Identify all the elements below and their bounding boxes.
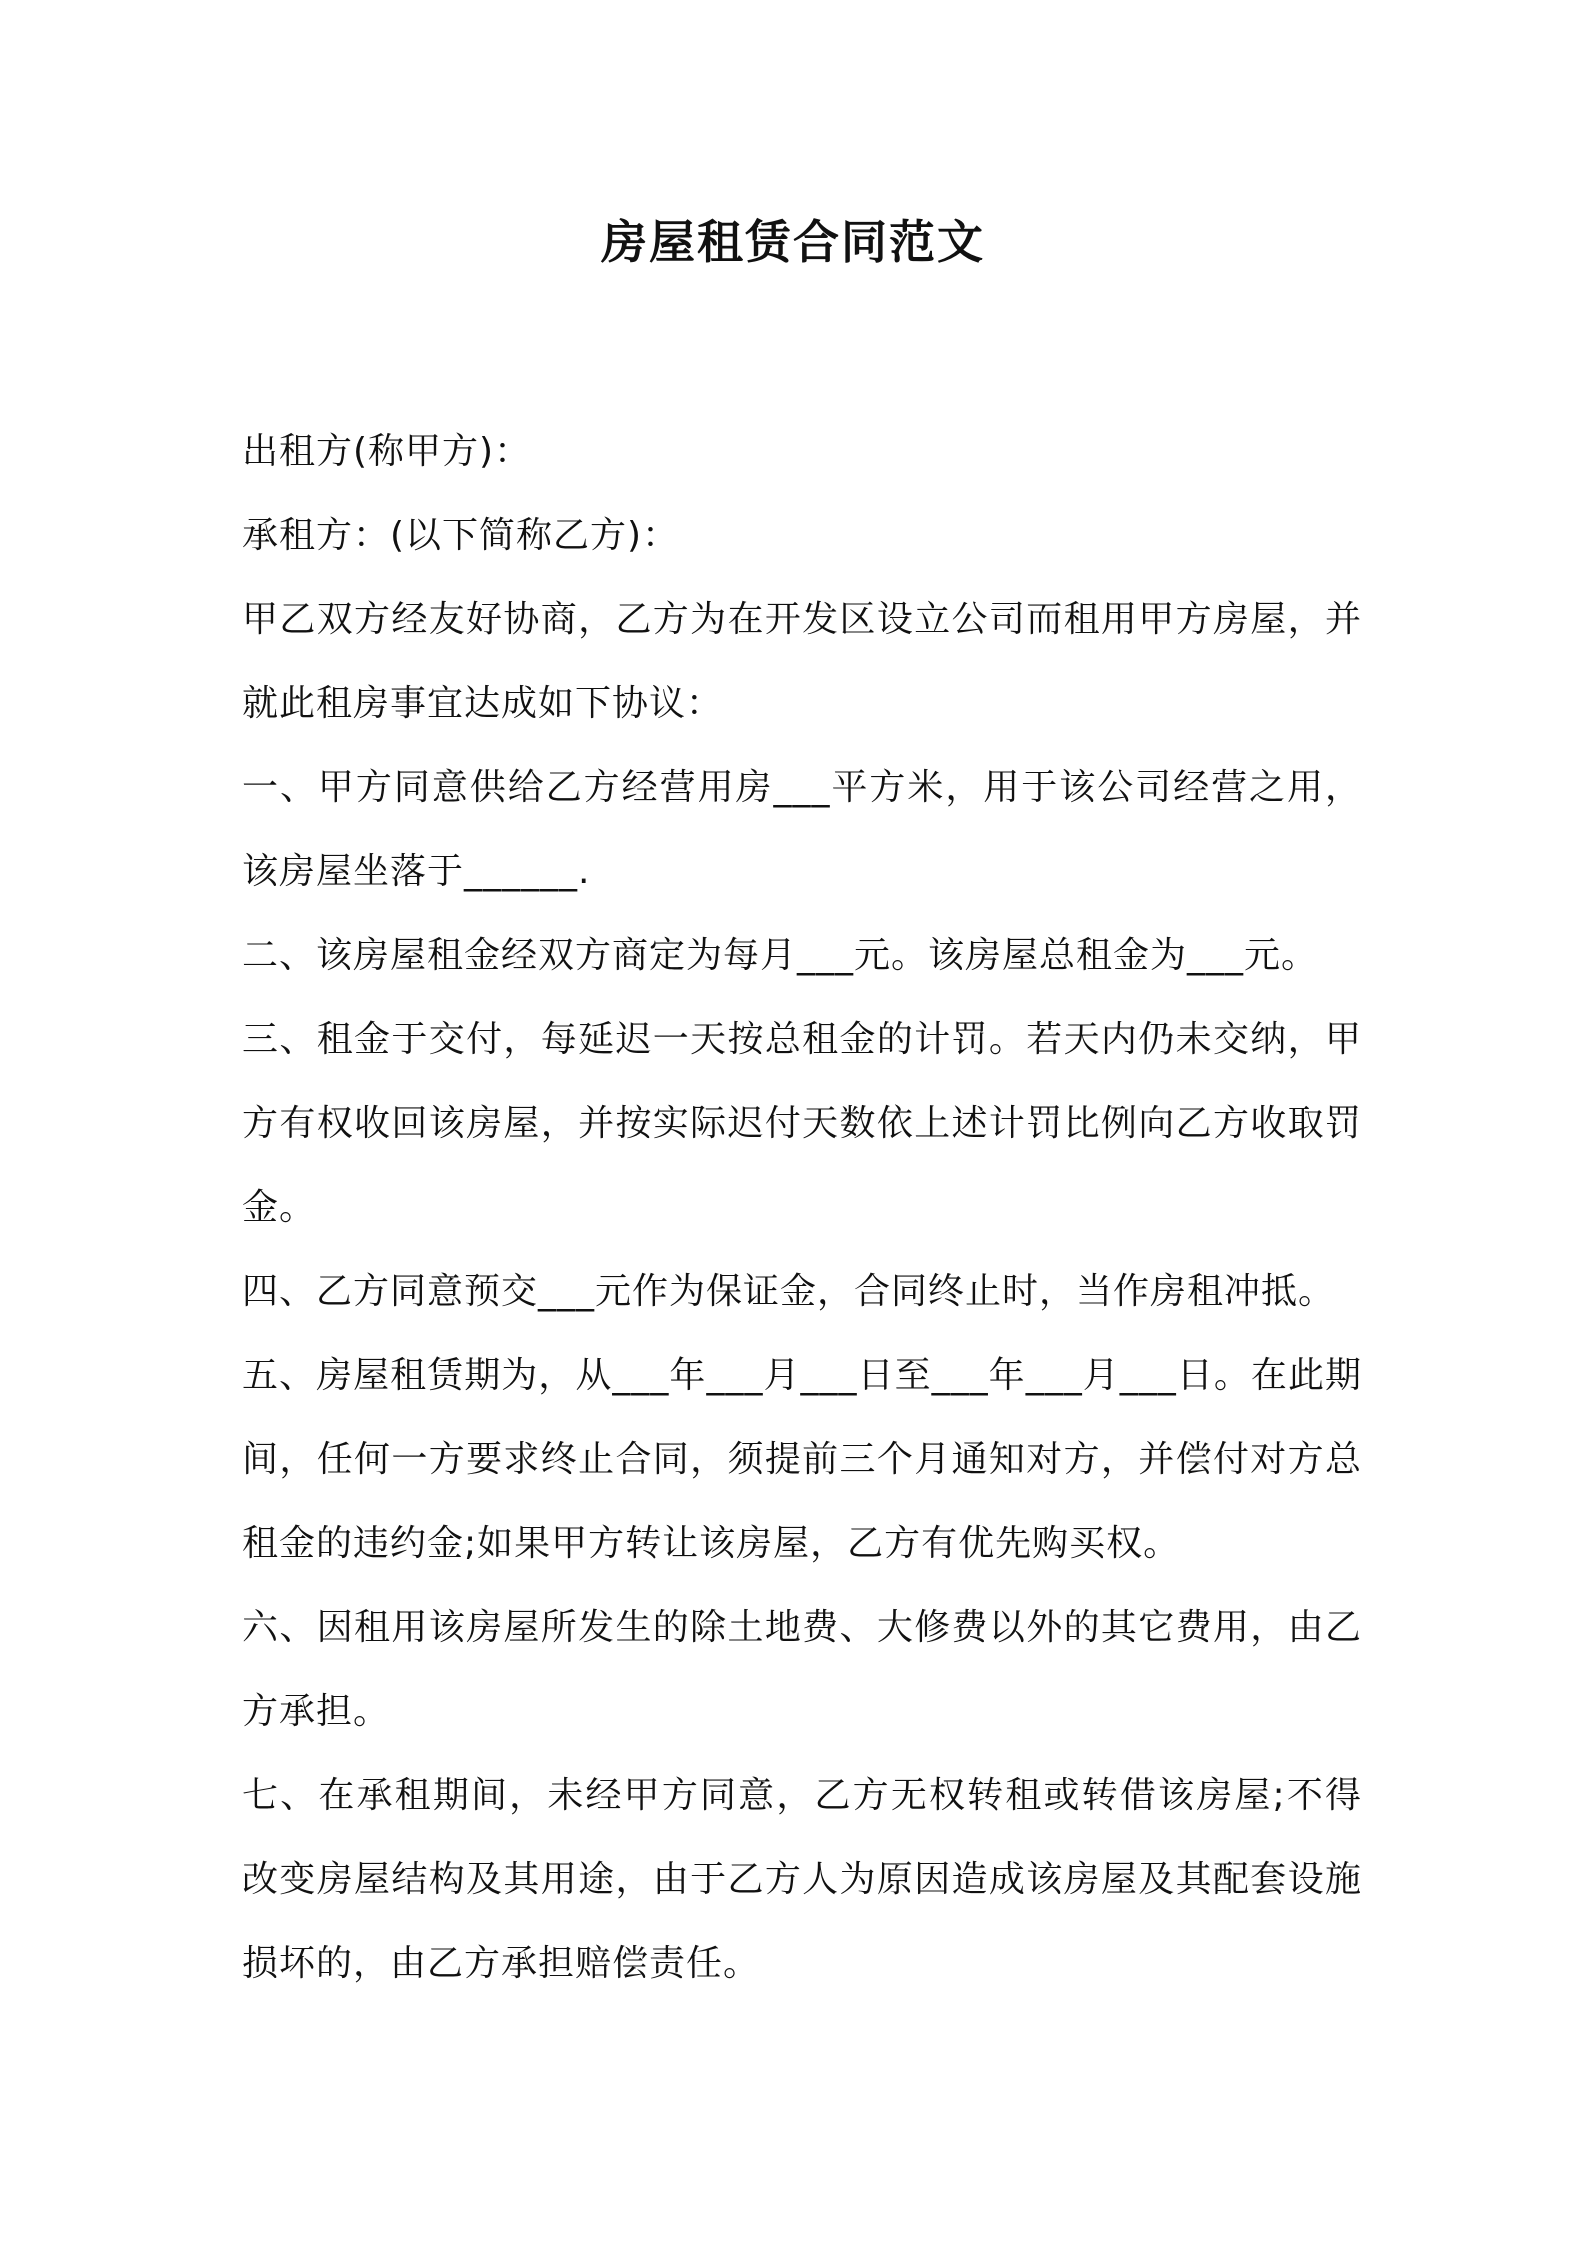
- paragraph-preamble: 甲乙双方经友好协商，乙方为在开发区设立公司而租用甲方房屋，并就此租房事宜达成如下协议：: [242, 599, 1362, 724]
- paragraph-clause-1: 一、甲方同意供给乙方经营用房___平方米，用于该公司经营之用，该房屋坐落于______.: [242, 767, 1362, 892]
- paragraph-clause-3: 三、租金于交付，每延迟一天按总租金的计罚。若天内仍未交纳，甲方有权收回该房屋，并按实际迟付天数依上述计罚比例向乙方收取罚金。: [242, 1019, 1362, 1228]
- paragraph-clause-6: 六、因租用该房屋所发生的除土地费、大修费以外的其它费用，由乙方承担。: [242, 1607, 1362, 1732]
- paragraph-clause-2: 二、该房屋租金经双方商定为每月___元。该房屋总租金为___元。: [242, 935, 1319, 976]
- paragraph-clause-7: 七、在承租期间，未经甲方同意，乙方无权转租或转借该房屋;不得改变房屋结构及其用途，由于乙方人为原因造成该房屋及其配套设施损坏的，由乙方承担赔偿责任。: [242, 1775, 1362, 1984]
- paragraph-clause-4: 四、乙方同意预交___元作为保证金，合同终止时，当作房租冲抵。: [242, 1271, 1336, 1312]
- document-body: [242, 410, 1362, 2006]
- paragraph-lessor: 出租方(称甲方)：: [242, 431, 532, 472]
- paragraph-lessee: 承租方：(以下简称乙方)：: [242, 515, 680, 556]
- paragraph-clause-5: 五、房屋租赁期为，从___年___月___日至___年___月___日。在此期间，任何一方要求终止合同，须提前三个月通知对方，并偿付对方总租金的违约金;如果甲方转让该房屋，乙方有优先购买权。: [242, 1355, 1362, 1564]
- document-title: 房屋租赁合同范文: [601, 215, 985, 269]
